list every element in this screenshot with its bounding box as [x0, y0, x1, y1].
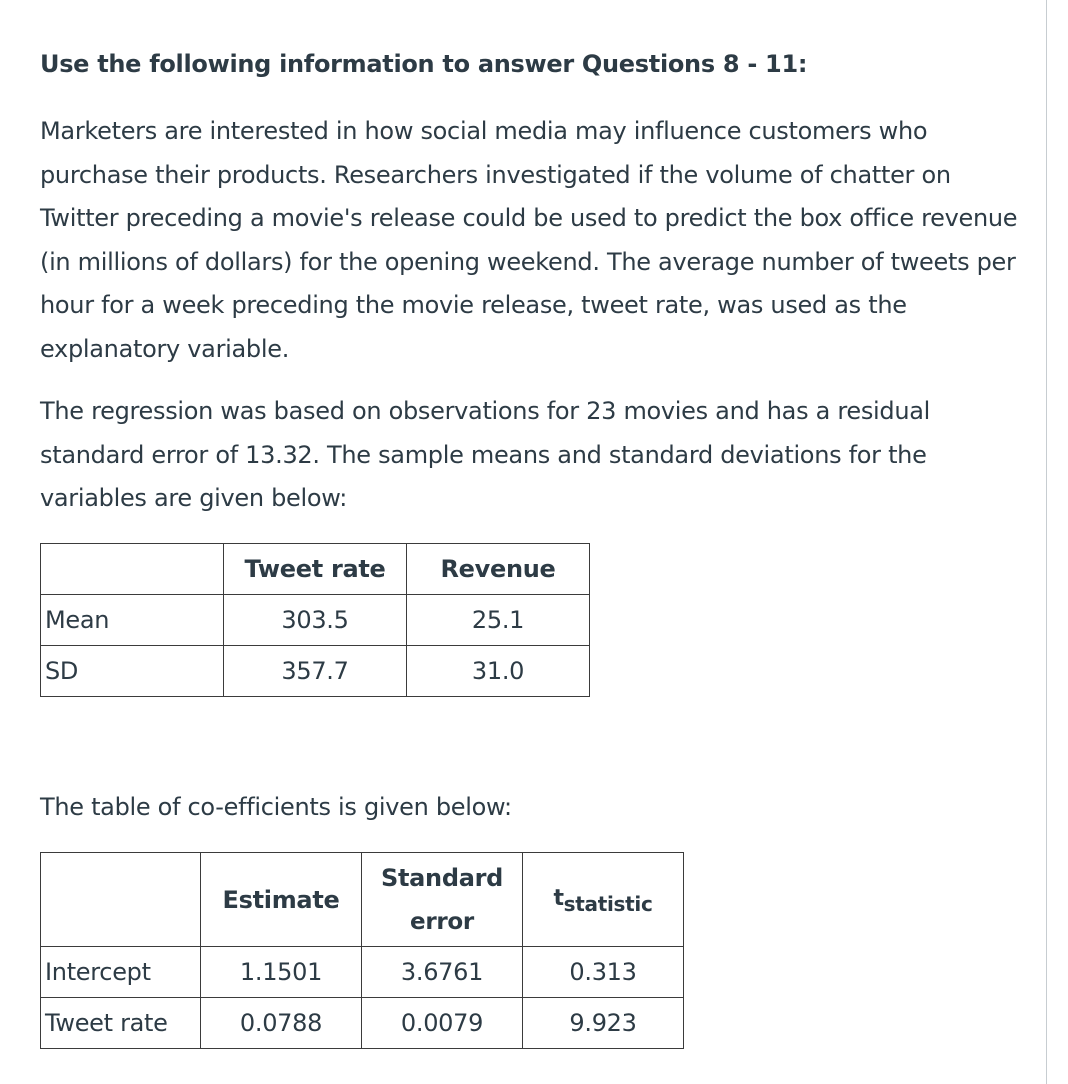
t-subscript: statistic — [563, 892, 653, 916]
column-header-revenue: Revenue — [407, 544, 590, 595]
intercept-t-statistic: 0.313 — [523, 947, 684, 998]
intercept-estimate: 1.1501 — [201, 947, 362, 998]
coefficients-intro: The table of co-efficients is given below: — [40, 793, 512, 821]
regression-paragraph: The regression was based on observations for 23 movies and has a residual standard error of 13.32. The sample means and standard deviations for the variables are given below: — [40, 397, 931, 512]
table-header-row — [41, 544, 590, 595]
empty-header-cell — [41, 853, 201, 947]
intercept-standard-error: 3.6761 — [362, 947, 523, 998]
summary-statistics-table — [40, 543, 590, 697]
table-row — [41, 947, 684, 998]
column-header-standard-error — [362, 853, 523, 947]
mean-revenue: 25.1 — [407, 595, 590, 646]
t-symbol: t — [553, 886, 564, 911]
standard-error-line1: Standard — [380, 863, 504, 892]
content-border — [1046, 0, 1047, 1084]
tweet-rate-estimate: 0.0788 — [201, 998, 362, 1049]
table-row — [41, 646, 590, 697]
row-label-sd: SD — [41, 646, 224, 697]
column-header-tweet-rate: Tweet rate — [224, 544, 407, 595]
mean-tweet-rate: 303.5 — [224, 595, 407, 646]
sd-revenue: 31.0 — [407, 646, 590, 697]
coefficients-table — [40, 852, 684, 1049]
sd-tweet-rate: 357.7 — [224, 646, 407, 697]
context-paragraph: Marketers are interested in how social media may influence customers who purchase their products. Researchers investigated if the volume of chatter on Twitter preceding a movie's release could be used to predict the box office revenue (in millions of dollars) for the opening weekend. The average number of tweets per hour for a week preceding the movie release, tweet rate, was used as the explanatory variable. — [40, 117, 1018, 363]
column-header-t-statistic — [523, 853, 684, 947]
column-header-estimate: Estimate — [201, 853, 362, 947]
table-row — [41, 595, 590, 646]
table-header-row — [41, 853, 684, 947]
empty-header-cell — [41, 544, 224, 595]
row-label-tweet-rate: Tweet rate — [41, 998, 201, 1049]
row-label-intercept: Intercept — [41, 947, 201, 998]
row-label-mean: Mean — [41, 595, 224, 646]
tweet-rate-t-statistic: 9.923 — [523, 998, 684, 1049]
table-row — [41, 998, 684, 1049]
tweet-rate-standard-error: 0.0079 — [362, 998, 523, 1049]
question-heading: Use the following information to answer Questions 8 - 11: — [40, 50, 808, 78]
standard-error-line2: error — [410, 908, 474, 935]
